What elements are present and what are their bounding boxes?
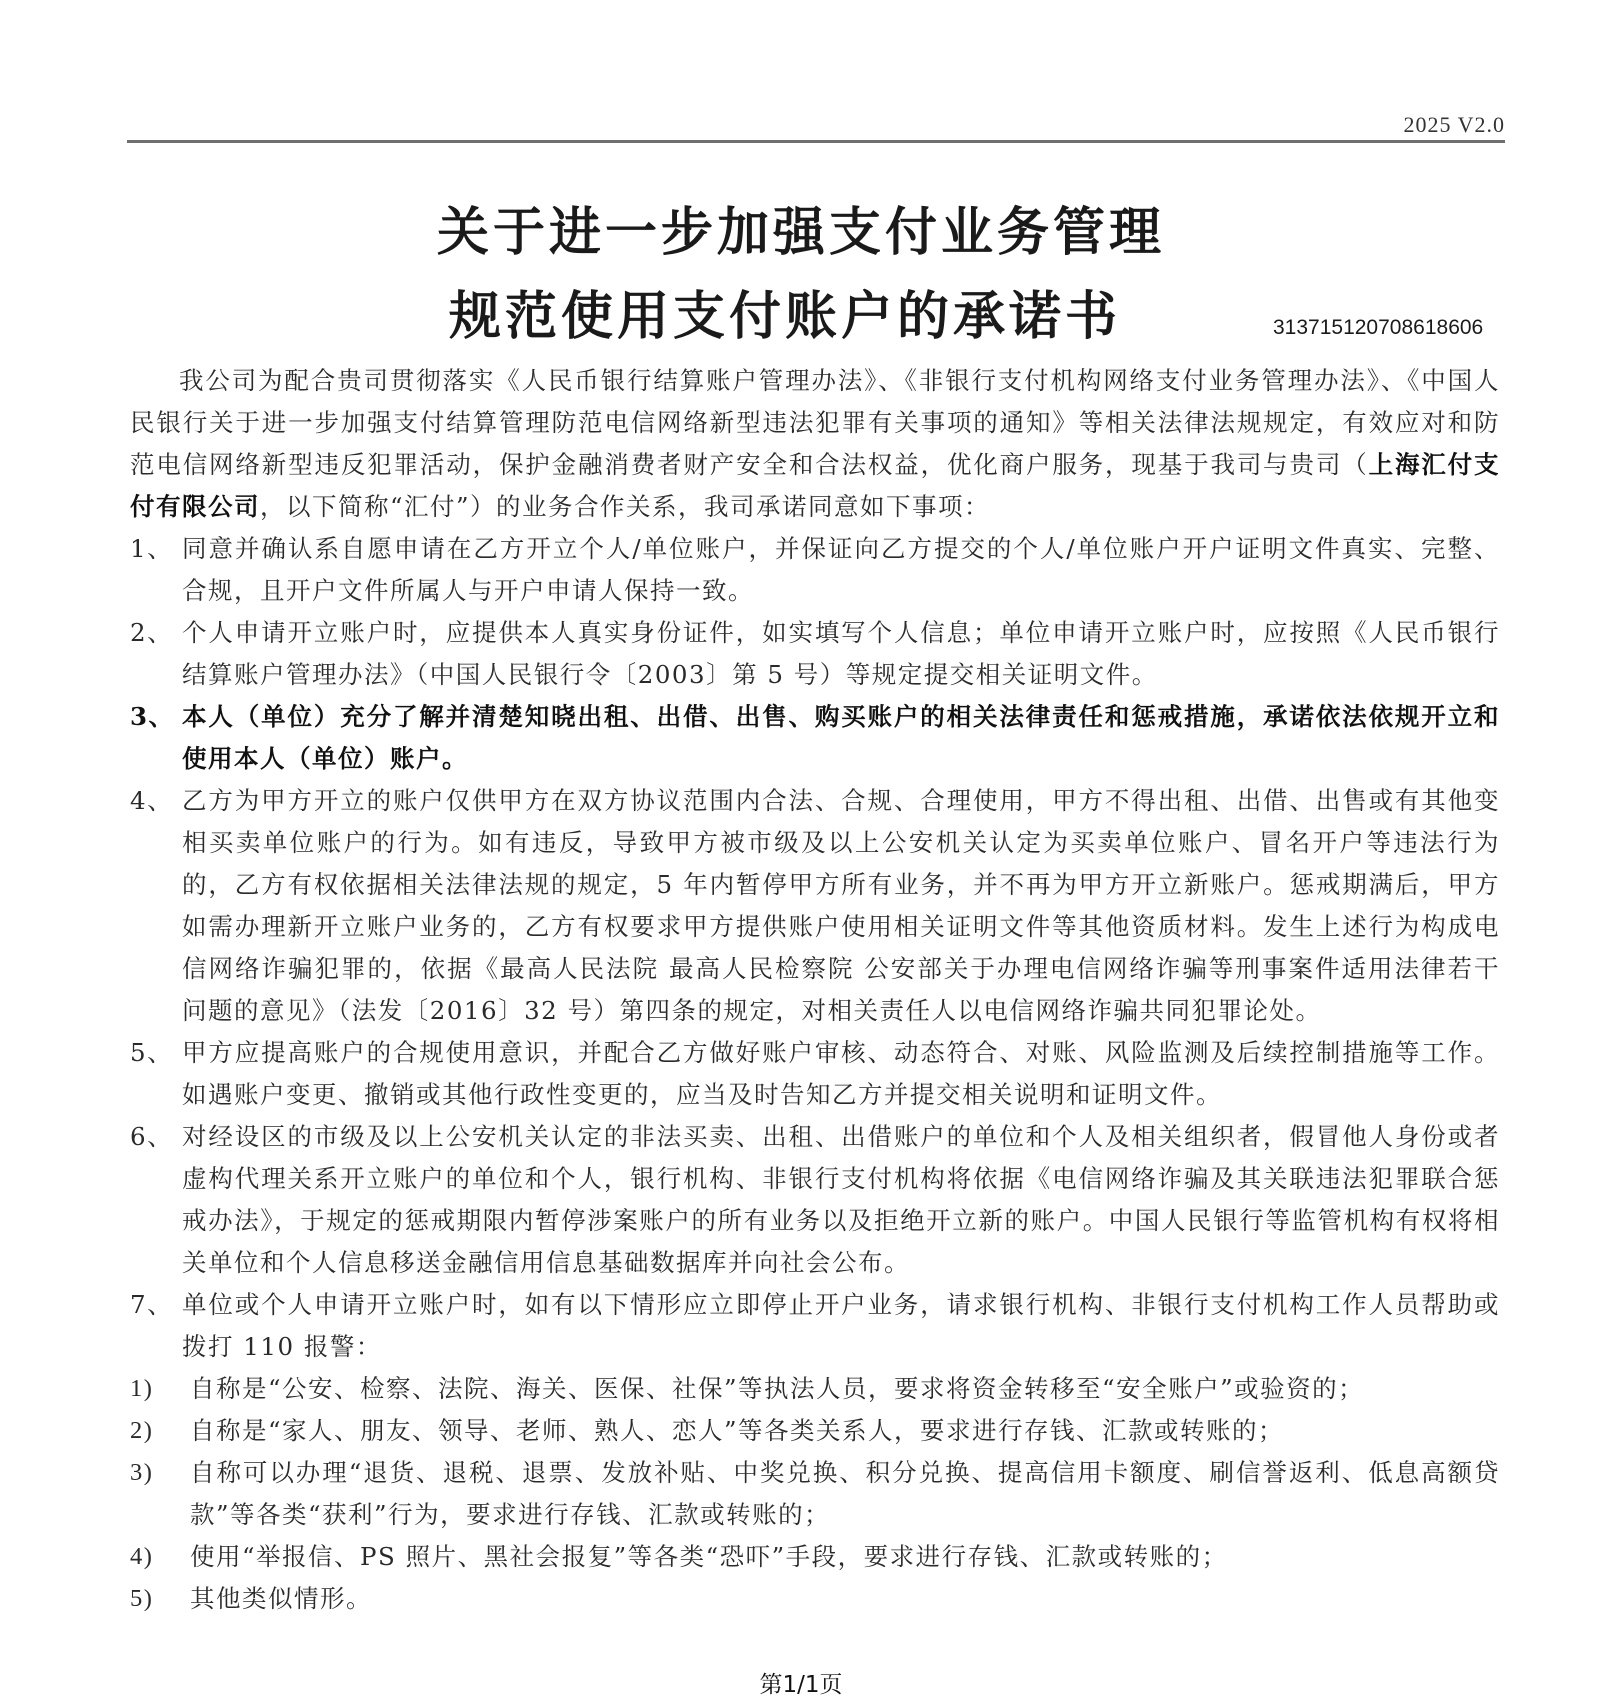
clause-number: 2、 [130, 618, 174, 647]
sub-clause-3 [130, 1452, 1500, 1536]
clause-3 [130, 696, 1500, 780]
sub-clause-text: 自称是“公安、检察、法院、海关、医保、社保”等执法人员，要求将资金转移至“安全账户”或验资的； [190, 1374, 1365, 1403]
sub-clause-text: 其他类似情形。 [190, 1584, 372, 1613]
sub-clause-2 [130, 1410, 1500, 1452]
clause-number: 1、 [130, 534, 174, 563]
clause-number: 6、 [130, 1122, 174, 1151]
sub-clause-number: 3) [130, 1459, 154, 1486]
sub-clause-text: 自称是“家人、朋友、领导、老师、熟人、恋人”等各类关系人，要求进行存钱、汇款或转账的； [190, 1416, 1285, 1445]
clause-text: 乙方为甲方开立的账户仅供甲方在双方协议范围内合法、合规、合理使用，甲方不得出租、出借、出售或有其他变相买卖单位账户的行为。如有违反，导致甲方被市级及以上公安机关认定为买卖单位账户、冒名开户等违法行为的，乙方有权依据相关法律法规的规定，5 年内暂停甲方所有业务，并不再为甲方开立新账户。惩戒期满后，甲方如需办理新开立账户业务的，乙方有权要求甲方提供账户使用相关证明文件等其他资质材料。发生上述行为构成电信网络诈骗犯罪的，依据《最高人民法院 最高人民检察院 公安部关于办理电信网络诈骗等刑事案件适用法律若干问题的意见》（法发〔2016〕32 号）第四条的规定，对相关责任人以电信网络诈骗共同犯罪论处。 [182, 786, 1500, 1025]
sub-clause-text: 使用“举报信、PS 照片、黑社会报复”等各类“恐吓”手段，要求进行存钱、汇款或转账的； [190, 1542, 1228, 1571]
clause-number: 5、 [130, 1038, 174, 1067]
clause-7 [130, 1284, 1500, 1368]
clause-5 [130, 1032, 1500, 1116]
sub-clause-number: 4) [130, 1543, 154, 1570]
intro-paragraph [130, 360, 1500, 528]
sub-clause-text: 自称可以办理“退货、退税、退票、发放补贴、中奖兑换、积分兑换、提高信用卡额度、刷信誉返利、低息高额贷款”等各类“获利”行为，要求进行存钱、汇款或转账的； [190, 1458, 1500, 1529]
sub-clause-number: 5) [130, 1585, 154, 1612]
clause-4 [130, 780, 1500, 1032]
clause-text: 对经设区的市级及以上公安机关认定的非法买卖、出租、出借账户的单位和个人及相关组织者，假冒他人身份或者虚构代理关系开立账户的单位和个人，银行机构、非银行支付机构将依据《电信网络诈骗及其关联违法犯罪联合惩戒办法》，于规定的惩戒期限内暂停涉案账户的所有业务以及拒绝开立新的账户。中国人民银行等监管机构有权将相关单位和个人信息移送金融信用信息基础数据库并向社会公布。 [182, 1122, 1500, 1277]
version-label: 2025 V2.0 [1403, 112, 1505, 137]
clause-2 [130, 612, 1500, 696]
sub-clause-5 [130, 1578, 1500, 1620]
sub-clause-1 [130, 1368, 1500, 1410]
document-title-line-2: 规范使用支付账户的承诺书 [448, 287, 1121, 347]
document-title-line-1: 关于进一步加强支付业务管理 [436, 203, 1165, 263]
clause-number: 7、 [130, 1290, 174, 1319]
header-divider [127, 140, 1505, 143]
sub-clause-4 [130, 1536, 1500, 1578]
clause-text: 同意并确认系自愿申请在乙方开立个人/单位账户，并保证向乙方提交的个人/单位账户开户证明文件真实、完整、合规，且开户文件所属人与开户申请人保持一致。 [182, 534, 1500, 605]
clause-text: 本人（单位）充分了解并清楚知晓出租、出借、出售、购买账户的相关法律责任和惩戒措施，承诺依法依规开立和使用本人（单位）账户。 [182, 702, 1500, 773]
clause-text: 单位或个人申请开立账户时，如有以下情形应立即停止开户业务，请求银行机构、非银行支付机构工作人员帮助或拨打 110 报警： [182, 1290, 1500, 1361]
clause-number: 3、 [130, 702, 175, 731]
clause-1 [130, 528, 1500, 612]
page-indicator-bar [0, 1662, 1602, 1708]
document-number: 313715120708618606 [1273, 316, 1484, 339]
document-body [130, 360, 1500, 1620]
clause-text: 个人申请开立账户时，应提供本人真实身份证件，如实填写个人信息；单位申请开立账户时，应按照《人民币银行结算账户管理办法》（中国人民银行令〔2003〕第 5 号）等规定提交相关证明文件。 [182, 618, 1500, 689]
sub-clause-number: 1) [130, 1375, 154, 1402]
company-name: 上海汇付支付有限公司 [130, 450, 1501, 521]
intro-text-part-1: 我公司为配合贵司贯彻落实《人民币银行结算账户管理办法》、《非银行支付机构网络支付业务管理办法》、《中国人民银行关于进一步加强支付结算管理防范电信网络新型违法犯罪有关事项的通知》等相关法律法规规定，有效应对和防范电信网络新型违反犯罪活动，保护金融消费者财产安全和合法权益，优化商户服务，现基于我司与贵司（ [130, 366, 1500, 479]
page-indicator: 第1/1页 [759, 1672, 843, 1698]
clause-6 [130, 1116, 1500, 1284]
clause-text: 甲方应提高账户的合规使用意识，并配合乙方做好账户审核、动态符合、对账、风险监测及后续控制措施等工作。如遇账户变更、撤销或其他行政性变更的，应当及时告知乙方并提交相关说明和证明文件。 [182, 1038, 1500, 1109]
intro-text-part-2: ，以下简称“汇付”）的业务合作关系，我司承诺同意如下事项： [260, 492, 991, 521]
clause-number: 4、 [130, 786, 174, 815]
sub-clause-number: 2) [130, 1417, 154, 1444]
